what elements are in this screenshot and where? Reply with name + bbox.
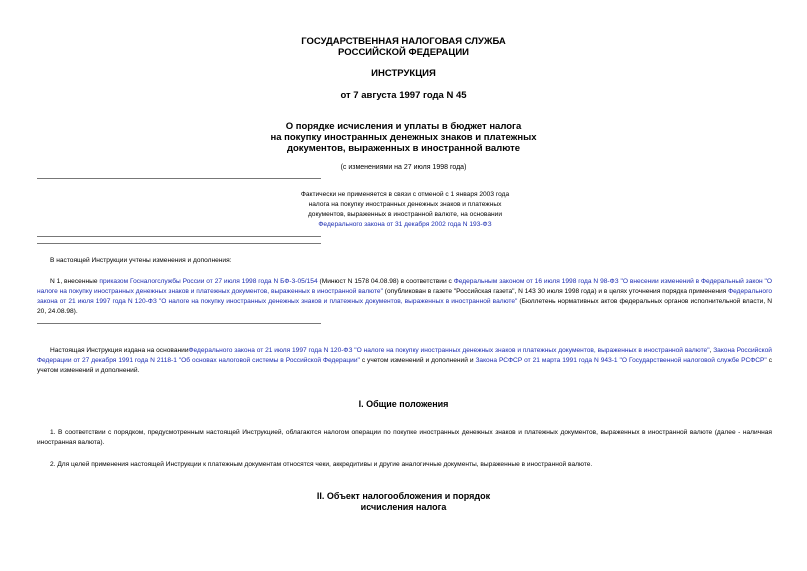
amendments-paragraph [37, 277, 772, 317]
divider-1 [37, 178, 321, 179]
section-2-heading [0, 491, 807, 513]
basis-text-3: с учетом изменений и дополнений и [359, 357, 476, 364]
document-date: от 7 августа 1997 года N 45 [340, 90, 467, 101]
notice-line-3: документов, выраженных в иностранной валюте, на основании [307, 211, 503, 218]
section-1-heading: I. Общие положения [358, 399, 449, 409]
changes-note: (с изменениями на 27 июля 1998 года) [340, 164, 467, 171]
section-1-item-1: 1. В соответствии с порядком, предусмотренным настоящей Инструкцией, облагаются налогом операции по покупке иностранных денежных знаков и платежных документов, выраженных в иностранной валюте (далее - наличная иностранная валюта). [37, 429, 772, 446]
amendments-intro: В настоящей Инструкции учтены изменения и дополнения: [50, 257, 232, 264]
title-line-3: документов, выраженных в иностранной валюте [286, 143, 521, 154]
notice-line-1: Фактически не применяется в связи с отменой с 1 января 2003 года [300, 191, 510, 198]
amendment-text-1: N 1, внесенные [50, 278, 100, 285]
section-2-heading-line-2: исчисления налога [360, 502, 447, 512]
issuer-heading [0, 36, 807, 58]
divider-3 [37, 243, 321, 244]
amendment-text-3: (опубликован в газете "Российская газета", N 143 30 июля 1998 года) и в целях уточнения порядка применения [382, 288, 729, 295]
notice-line-2: налога на покупку иностранных денежных знаков и платежных [308, 201, 502, 208]
basis-law-120fz-link[interactable]: Федерального закона от 21 июля 1997 года N 120-ФЗ "О налоге на покупку иностранных денежных знаков и платежных документов, выраженных в иностранной валюте" [188, 347, 710, 354]
amendment-law-120fz-link[interactable]: Федерального закона от 21 июля 1997 года N 120-ФЗ "О налоге на покупку иностранных денежных знаков и платежных документов, выраженных в иностранной валюте" [37, 288, 772, 305]
basis-text-4: с учетом изменений и дополнений. [37, 357, 772, 374]
divider-2 [37, 236, 321, 237]
amendment-order-link[interactable]: приказом Госналогслужбы России от 27 июля 1998 года N БФ-3-05/154 [99, 278, 318, 285]
document-type: ИНСТРУКЦИЯ [371, 68, 436, 79]
basis-law-943-link[interactable]: Закона РСФСР от 21 марта 1991 года N 943-1 "О Государственной налоговой службе РСФСР" [475, 357, 767, 364]
amendment-text-4: (Бюллетень нормативных актов федеральных органов исполнительной власти, N 20, 24.08.98). [37, 298, 772, 315]
document-title [0, 121, 807, 154]
issuer-line-1: ГОСУДАРСТВЕННАЯ НАЛОГОВАЯ СЛУЖБА [301, 36, 506, 47]
basis-text-1: Настоящая Инструкция издана на основании [50, 347, 189, 354]
basis-text-2: , [709, 347, 714, 354]
section-1-item-2: 2. Для целей применения настоящей Инструкции к платежным документам относятся чеки, аккредитивы и другие аналогичные документы, выраженные в иностранной валюте. [50, 461, 593, 468]
basis-paragraph [37, 346, 772, 376]
issuer-line-2: РОССИЙСКОЙ ФЕДЕРАЦИИ [337, 47, 469, 58]
divider-4 [37, 323, 321, 324]
title-line-2: на покупку иностранных денежных знаков и платежных [270, 132, 537, 143]
title-line-1: О порядке исчисления и уплаты в бюджет налога [285, 121, 522, 132]
amendment-law-98fz-link[interactable]: Федеральным законом от 16 июля 1998 года N 98-ФЗ "О внесении изменений в Федеральный закон "О налоге на покупку иностранных денежных знаков и платежных документов, выраженных в иностранной валюте" [37, 278, 772, 295]
section-2-heading-line-1: II. Объект налогообложения и порядок [316, 491, 491, 501]
basis-law-2118-link[interactable]: Закона Российской Федерации от 27 декабря 1991 года N 2118-1 "Об основах налоговой системы в Российской Федерации" [37, 347, 772, 364]
repeal-notice [280, 190, 530, 230]
notice-law-link[interactable]: Федерального закона от 31 декабря 2002 года N 193-ФЗ [318, 221, 492, 228]
amendment-text-2: (Минюст N 1578 04.08.98) в соответствии с [317, 278, 454, 285]
